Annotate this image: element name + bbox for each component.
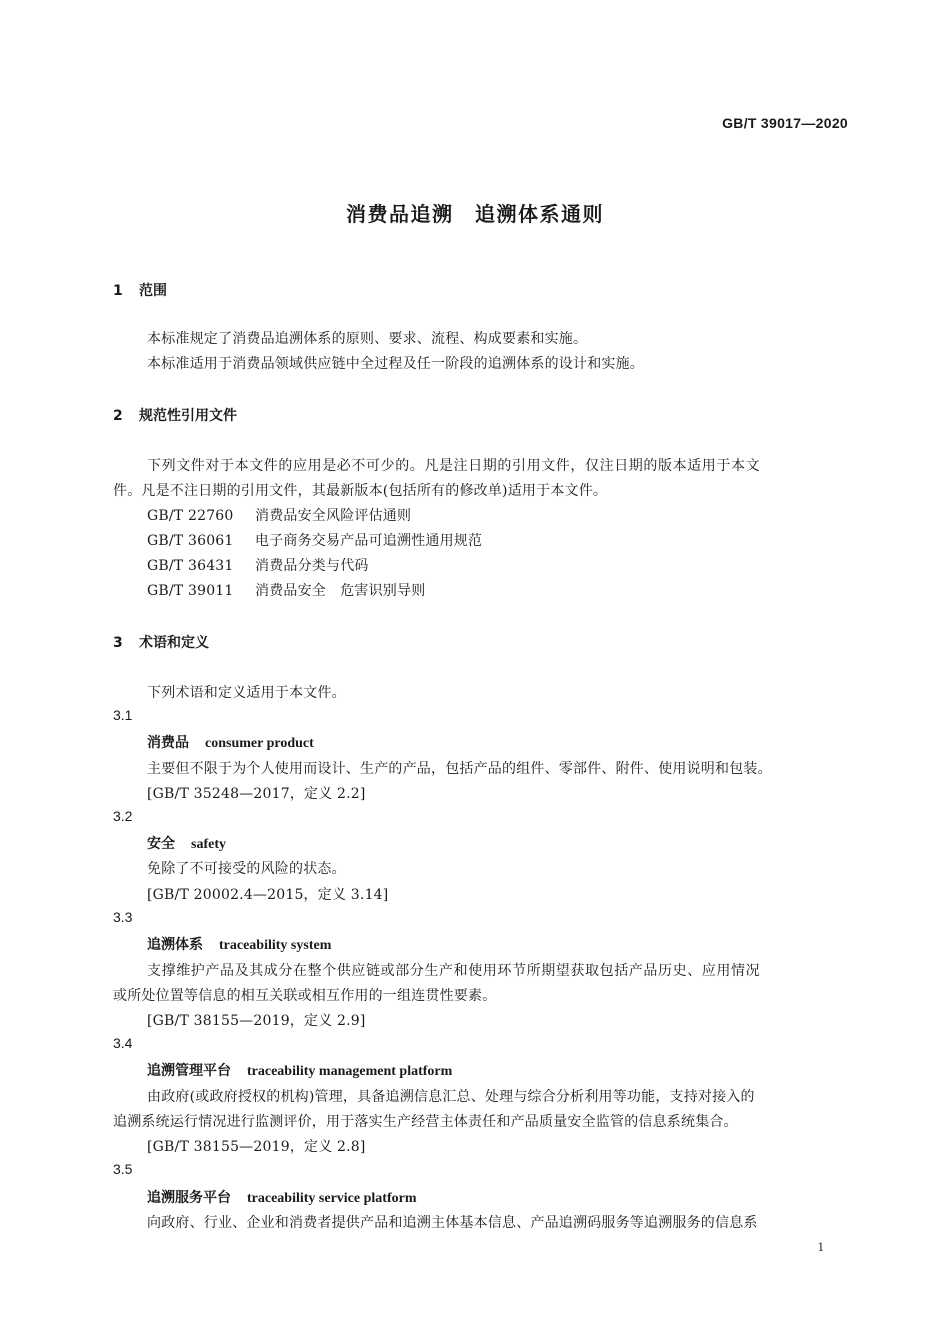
- section-number: 2: [113, 408, 123, 424]
- normative-reference: [147, 530, 482, 550]
- definition-line: 或所处位置等信息的相互关联或相互作用的一组连贯性要素。: [113, 988, 497, 1004]
- term-heading: [147, 1060, 452, 1080]
- reference-code: GB/T 36061: [147, 533, 234, 549]
- section-title: 范围: [139, 283, 167, 299]
- term-en: traceability service platform: [247, 1191, 417, 1206]
- paragraph: 本标准适用于消费品领域供应链中全过程及任一阶段的追溯体系的设计和实施。: [147, 356, 644, 372]
- term-zh: 追溯服务平台: [147, 1190, 231, 1206]
- reference-name: 消费品安全风险评估通则: [255, 508, 412, 524]
- normative-reference: [147, 505, 411, 525]
- term-en: traceability system: [219, 938, 332, 953]
- document-title: 消费品追溯 追溯体系通则: [346, 202, 604, 226]
- reference-name: 电子商务交易产品可追溯性通用规范: [255, 533, 483, 549]
- term-heading: [147, 833, 226, 853]
- term-en: traceability management platform: [247, 1064, 453, 1079]
- reference-code: GB/T 36431: [147, 558, 234, 574]
- term-en: consumer product: [205, 736, 314, 751]
- clause-number: 3.2: [113, 808, 133, 824]
- definition-source: [GB/T 35248—2017，定义 2.2]: [147, 786, 366, 802]
- paragraph-line: 下列文件对于本文件的应用是必不可少的。凡是注日期的引用文件，仅注日期的版本适用于本文: [147, 458, 761, 474]
- normative-reference: [147, 555, 369, 575]
- clause-number: 3.3: [113, 909, 133, 925]
- term-heading: [147, 1187, 417, 1207]
- term-heading: [147, 934, 331, 954]
- definition-line: 支撑维护产品及其成分在整个供应链或部分生产和使用环节所期望获取包括产品历史、应用情况: [147, 963, 761, 979]
- reference-name: 消费品分类与代码: [255, 558, 369, 574]
- definition-source: [GB/T 38155—2019，定义 2.8]: [147, 1139, 366, 1155]
- normative-reference: [147, 580, 425, 600]
- section-1-heading: [113, 280, 167, 300]
- clause-number: 3.5: [113, 1161, 133, 1177]
- section-3-heading: [113, 632, 209, 652]
- reference-code: GB/T 39011: [147, 583, 234, 599]
- clause-number: 3.4: [113, 1035, 133, 1051]
- section-title: 规范性引用文件: [139, 408, 237, 424]
- standard-code: GB/T 39017—2020: [722, 115, 848, 131]
- reference-name: 消费品安全 危害识别导则: [255, 583, 426, 599]
- definition-line: 免除了不可接受的风险的状态。: [147, 861, 346, 877]
- term-zh: 安全: [147, 836, 175, 852]
- definition-source: [GB/T 38155—2019，定义 2.9]: [147, 1013, 366, 1029]
- term-zh: 追溯体系: [147, 937, 203, 953]
- paragraph: 下列术语和定义适用于本文件。: [147, 685, 346, 701]
- definition-line: 主要但不限于为个人使用而设计、生产的产品，包括产品的组件、零部件、附件、使用说明和包装。: [147, 761, 772, 777]
- term-heading: [147, 732, 314, 752]
- paragraph: 本标准规定了消费品追溯体系的原则、要求、流程、构成要素和实施。: [147, 331, 588, 347]
- definition-line: 由政府(或政府授权的机构)管理，具备追溯信息汇总、处理与综合分析利用等功能，支持对接入的: [147, 1089, 755, 1105]
- section-title: 术语和定义: [139, 635, 209, 651]
- definition-line: 向政府、行业、企业和消费者提供产品和追溯主体基本信息、产品追溯码服务等追溯服务的信息系: [147, 1215, 758, 1231]
- section-number: 1: [113, 283, 123, 299]
- paragraph-line: 件。凡是不注日期的引用文件，其最新版本(包括所有的修改单)适用于本文件。: [113, 483, 608, 499]
- definition-line: 追溯系统运行情况进行监测评价，用于落实生产经营主体责任和产品质量安全监管的信息系统集合。: [113, 1114, 738, 1130]
- term-zh: 消费品: [147, 735, 189, 751]
- term-zh: 追溯管理平台: [147, 1063, 231, 1079]
- clause-number: 3.1: [113, 707, 133, 723]
- page-number: 1: [817, 1239, 824, 1254]
- reference-code: GB/T 22760: [147, 508, 234, 524]
- section-2-heading: [113, 405, 237, 425]
- definition-source: [GB/T 20002.4—2015，定义 3.14]: [147, 887, 389, 903]
- section-number: 3: [113, 635, 123, 651]
- term-en: safety: [191, 837, 226, 852]
